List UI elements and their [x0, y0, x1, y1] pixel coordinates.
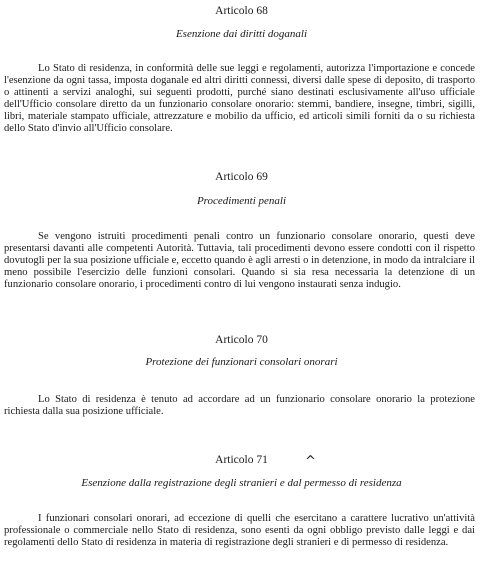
- article-70-body: Lo Stato di residenza è tenuto ad accordare ad un funzionario consolare onorario la protezione richiesta dalla sua posizione ufficiale.: [4, 394, 475, 417]
- article-71-heading: Articolo 71: [215, 454, 268, 466]
- article-71-title: Esenzione dalla registrazione degli stranieri e dal permesso di residenza: [81, 477, 402, 489]
- article-70-title: Protezione dei funzionari consolari onorari: [145, 356, 338, 368]
- article-69-heading: Articolo 69: [215, 171, 268, 183]
- article-69-body: Se vengono istruiti procedimenti penali contro un funzionario consolare onorario, questi deve presentarsi davanti alle competenti Autorità. Tuttavia, tali procedimenti devono essere condotti con il rispetto dovutogli per la sua posizione ufficiale e, eccetto quando è agli arresti o in detenzione, in modo da intralciare il meno possibile l'esercizio delle funzioni consolari. Quando si sia resa necessaria la detenzione di un funzionario consolare onorario, i procedimenti contro di lui vengono instaurati senza indugio.: [4, 231, 475, 290]
- article-68-heading: Articolo 68: [215, 5, 268, 17]
- handwritten-caret-mark: ^: [305, 454, 316, 469]
- article-71-body: I funzionari consolari onorari, ad eccezione di quelli che esercitano a carattere lucrativo un'attività professionale o commerciale nello Stato di residenza, sono esenti da ogni obbligo previsto dalle leggi e dai regolamenti dello Stato di residenza in materia di registrazione degli stranieri e di permesso di residenza.: [4, 513, 475, 548]
- article-68-title: Esenzione dai diritti doganali: [175, 28, 308, 40]
- article-69-title: Procedimenti penali: [196, 195, 287, 207]
- article-68-body: Lo Stato di residenza, in conformità delle sue leggi e regolamenti, autorizza l'importazione e concede l'esenzione da ogni tassa, imposta doganale ed altri diritti connessi, diversi dalle spese di deposito, di trasporto o attinenti a servizi analoghi, sui seguenti prodotti, purché siano destinati esclusivamente all'uso ufficiale dell'Ufficio consolare diretto da un funzionario consolare onorario: stemmi, bandiere, insegne, timbri, sigilli, libri, materiale stampato ufficiale, attrezzature e mobilio da ufficio, ed articoli simili forniti da o su richiesta dello Stato d'invio all'Ufficio consolare.: [4, 63, 475, 134]
- article-70-heading: Articolo 70: [215, 334, 268, 346]
